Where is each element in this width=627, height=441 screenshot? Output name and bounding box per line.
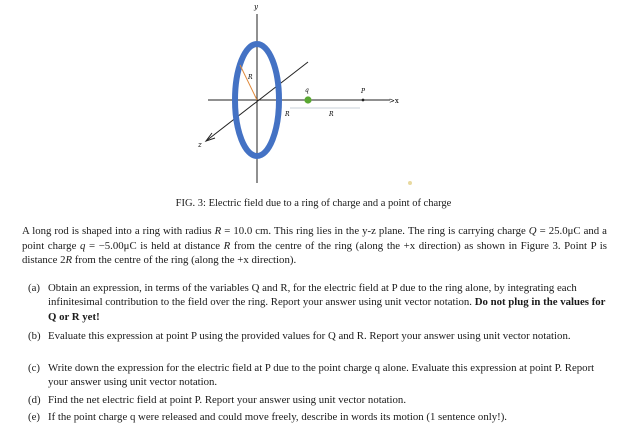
radius-line: [240, 65, 257, 100]
x-axis-label: >x: [389, 97, 399, 105]
question-b: [28, 329, 608, 343]
point-charge-q: [304, 96, 311, 103]
question-label: (e): [28, 411, 40, 423]
question-text: Obtain an expression, in terms of the variables Q and R, for the electric field at P due to the ring alone, by integrating each infinitesimal contribution to the field over the ring. Report your answer using unit vector notation.: [48, 282, 577, 309]
question-e: [28, 410, 608, 424]
question-emphasis: Do not plug in the values for Q or R yet!: [48, 296, 606, 323]
figure-caption: FIG. 3: Electric field due to a ring of charge and a point of charge: [175, 198, 452, 209]
question-label: (a): [28, 282, 40, 294]
question-text: Find the net electric field at point P. Report your answer using unit vector notation.: [48, 394, 407, 406]
z-axis-label: z: [198, 141, 202, 149]
distance-label: R: [329, 111, 334, 118]
question-label: (c): [28, 362, 40, 374]
point-p: [362, 99, 365, 102]
question-label: (d): [28, 394, 41, 406]
y-axis-label: y: [254, 3, 258, 11]
charge-label: q: [305, 87, 309, 94]
question-d: [28, 393, 608, 407]
ring-figure: [0, 0, 627, 195]
question-text: If the point charge q were released and could move freely, describe in words its motion (1 sentence only!).: [48, 411, 508, 423]
radius-label: R: [248, 74, 253, 81]
hub-label: R: [285, 111, 290, 118]
stray-mark: [408, 181, 412, 185]
problem-statement: A long rod is shaped into a ring with radius R = 10.0 cm. This ring lies in the y-z plane. The ring is carrying charge Q = 25.0μC and a point charge q = −5.00μC is held at distance R from the centre of the ring (along the +x direction) as shown in Figure 3. Point P is distance 2R from the centre of the ring (along the +x direction).: [22, 225, 607, 267]
question-text: Write down the expression for the electric field at P due to the point charge q alone. Evaluate this expression at point P. Report your answer using unit vector notation.: [48, 362, 595, 389]
question-c: [28, 361, 608, 390]
question-a: [28, 281, 608, 324]
question-label: (b): [28, 330, 41, 342]
point-p-label: P: [361, 88, 366, 95]
question-text: Evaluate this expression at point P using the provided values for Q and R. Report your answer using unit vector notation.: [48, 330, 571, 342]
